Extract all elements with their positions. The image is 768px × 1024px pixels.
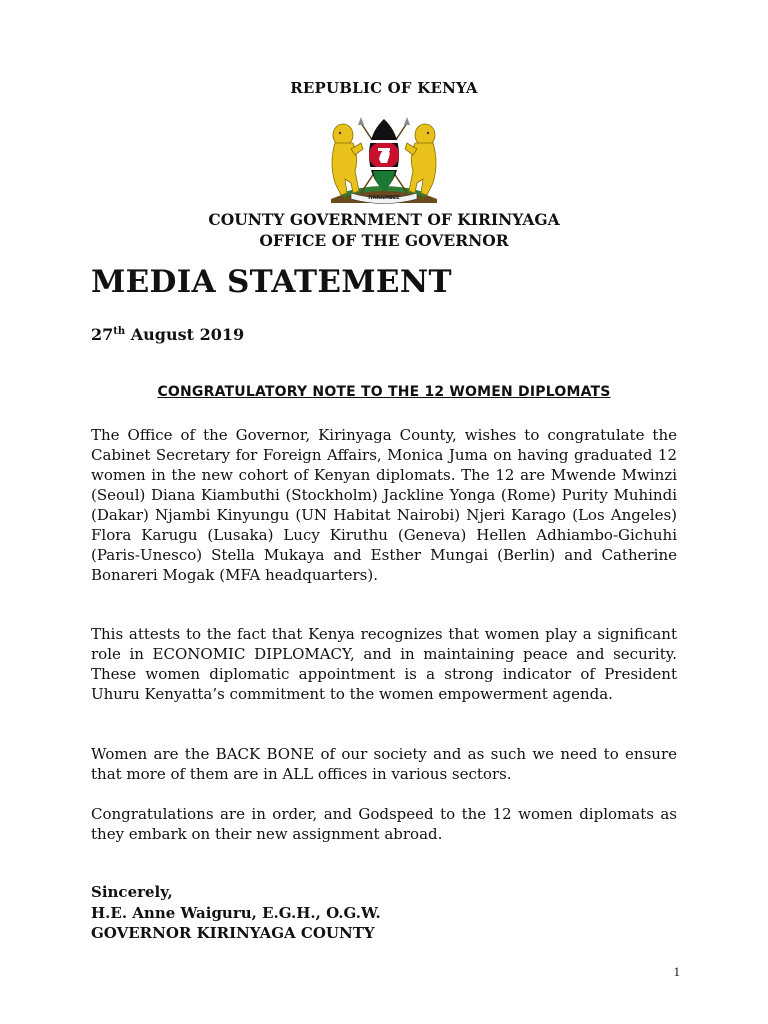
- county-header: [0, 209, 768, 251]
- county-name: COUNTY GOVERNMENT OF KIRINYAGA: [208, 210, 560, 229]
- document-title: MEDIA STATEMENT: [91, 264, 452, 300]
- closing: Sincerely,: [91, 883, 173, 901]
- republic-header: REPUBLIC OF KENYA: [290, 79, 478, 97]
- body-paragraph: This attests to the fact that Kenya recognizes that women play a significant role in ECONOMIC DIPLOMACY, and in maintaining peace and security. These women diplomatic appointment is a strong indicator of President Uhuru Kenyatta’s commitment to the women empowerment agenda.: [91, 625, 677, 703]
- signatory-role: GOVERNOR KIRINYAGA COUNTY: [91, 924, 375, 942]
- date-month-year: August 2019: [125, 325, 245, 344]
- body-paragraph: Women are the BACK BONE of our society and as such we need to ensure that more of them are in ALL offices in various sectors.: [91, 745, 677, 783]
- body-paragraph: The Office of the Governor, Kirinyaga County, wishes to congratulate the Cabinet Secretary for Foreign Affairs, Monica Juma on having graduated 12 women in the new cohort of Kenyan diplomats. The 12 are Mwende Mwinzi (Seoul) Diana Kiambuthi (Stockholm) Jackline Yonga (Rome) Purity Muhindi (Dakar) Njambi Kinyungu (UN Habitat Nairobi) Njeri Karago (Los Angeles) Flora Karugu (Lusaka) Lucy Kiruthu (Geneva) Hellen Adhiambo-Gichuhi (Paris-Unesco) Stella Mukaya and Esther Mungai (Berlin) and Catherine Bonareri Mogak (MFA headquarters).: [91, 426, 677, 584]
- page-number: 1: [673, 964, 680, 979]
- statement-date: [91, 325, 244, 344]
- date-suffix: th: [113, 326, 126, 337]
- office-name: OFFICE OF THE GOVERNOR: [259, 231, 509, 250]
- signatory-name: H.E. Anne Waiguru, E.G.H., O.G.W.: [91, 903, 381, 922]
- signature-block: [91, 882, 381, 944]
- date-day: 27: [91, 325, 114, 344]
- motto-text: HARAMBEE: [368, 195, 400, 201]
- body-paragraph: Congratulations are in order, and Godspeed to the 12 women diplomats as they embark on their new assignment abroad.: [91, 805, 677, 843]
- kenya-coat-of-arms-icon: [321, 113, 447, 205]
- statement-heading: CONGRATULATORY NOTE TO THE 12 WOMEN DIPLOMATS: [157, 384, 611, 400]
